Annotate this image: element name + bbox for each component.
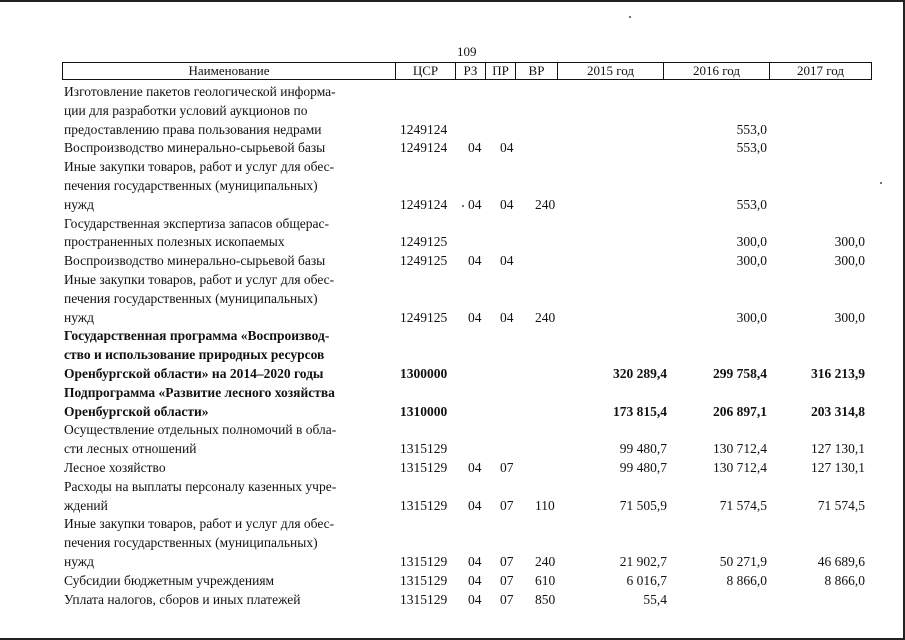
table-row (0, 271, 905, 289)
row-name: предоставлению права пользования недрами (64, 121, 322, 137)
row-name: Подпрограмма «Развитие лесного хозяйства (64, 384, 335, 400)
row-name: Расходы на выплаты персоналу казенных учре- (64, 478, 337, 494)
row-name: Воспроизводство минерально-сырьевой базы (64, 140, 326, 156)
table-row (0, 421, 905, 439)
row-pr: 07 (500, 554, 514, 569)
table-row (0, 121, 905, 139)
row-name: печения государственных (муниципальных) (64, 178, 318, 193)
row-vr: 240 (535, 554, 556, 569)
row-value-2016: 300,0 (736, 234, 767, 250)
row-name: Субсидии бюджетным учреждениям (64, 572, 275, 588)
row-name: Оренбургской области» на 2014–2020 годы (64, 366, 324, 381)
row-csr: 1310000 (400, 403, 448, 419)
row-pr: 04 (500, 309, 514, 325)
row-value-2017: 300,0 (834, 253, 865, 269)
row-value-2016: 71 574,5 (719, 497, 767, 513)
row-value-2017: 46 689,6 (817, 554, 865, 569)
row-rz: 04 (468, 497, 482, 513)
row-name: нужд (64, 196, 94, 212)
table-row (0, 591, 905, 609)
row-value-2016: 553,0 (736, 196, 767, 212)
row-name: печения государственных (муниципальных) (64, 290, 318, 306)
table-row (0, 459, 905, 477)
row-value-2016: 553,0 (736, 140, 767, 156)
row-name: Лесное хозяйство (64, 460, 166, 475)
table-row (0, 215, 905, 233)
row-csr: 1249124 (400, 140, 448, 156)
table-row (0, 309, 905, 327)
page-number: 109 (457, 44, 477, 59)
row-name: нужд (64, 554, 94, 569)
row-pr: 04 (500, 196, 514, 212)
row-value-2016: 50 271,9 (719, 554, 767, 569)
row-value-2016: 300,0 (736, 253, 767, 269)
row-value-2017: 300,0 (834, 234, 865, 250)
row-pr: 07 (500, 497, 514, 513)
header-csr: ЦСР (396, 63, 456, 79)
row-rz: 04 (468, 253, 482, 269)
table-row (0, 290, 905, 308)
row-csr: 1300000 (400, 366, 448, 381)
row-csr: 1315129 (400, 572, 448, 588)
row-rz: 04 (468, 140, 482, 156)
row-rz: 04 (468, 572, 482, 588)
table-row (0, 403, 905, 421)
table-row (0, 83, 905, 101)
scan-speck (629, 16, 631, 18)
row-vr: 850 (535, 591, 556, 607)
row-name: Осуществление отдельных полномочий в обла- (64, 422, 337, 438)
row-value-2016: 130 712,4 (713, 441, 767, 457)
row-name: Иные закупки товаров, работ и услуг для обес- (64, 159, 335, 175)
row-name: нужд (64, 309, 94, 325)
row-pr: 07 (500, 572, 514, 588)
row-value-2016: 300,0 (736, 309, 767, 325)
table-row (0, 252, 905, 270)
table-row (0, 177, 905, 195)
header-pr: ПР (486, 63, 516, 79)
row-value-2015: 6 016,7 (626, 572, 667, 588)
row-rz: 04 (468, 309, 482, 325)
table-row (0, 384, 905, 402)
row-rz: 04 (468, 196, 482, 212)
table-row (0, 327, 905, 345)
table-row (0, 233, 905, 251)
row-rz: 04 (468, 554, 482, 569)
header-2016: 2016 год (664, 63, 770, 79)
row-value-2017: 8 866,0 (824, 572, 865, 588)
row-vr: 610 (535, 572, 556, 588)
row-csr: 1315129 (400, 460, 448, 475)
row-name: пространенных полезных ископаемых (64, 234, 285, 250)
row-value-2016: 130 712,4 (713, 460, 767, 475)
row-csr: 1315129 (400, 497, 448, 513)
row-vr: 240 (535, 196, 556, 212)
row-name: ство и использование природных ресурсов (64, 347, 325, 363)
table-row (0, 346, 905, 364)
table-row (0, 158, 905, 176)
header-2015: 2015 год (558, 63, 664, 79)
row-name: ции для разработки условий аукционов по (64, 102, 308, 118)
row-name: Оренбургской области» (64, 403, 209, 419)
row-name: Уплата налогов, сборов и иных платежей (64, 591, 301, 607)
row-pr: 07 (500, 460, 514, 475)
row-csr: 1315129 (400, 591, 448, 607)
row-name: сти лесных отношений (64, 441, 197, 457)
row-value-2015: 71 505,9 (619, 497, 667, 513)
row-value-2015: 55,4 (643, 591, 667, 607)
table-header (62, 62, 872, 80)
table-row (0, 365, 905, 383)
row-csr: 1249125 (400, 253, 448, 269)
row-value-2015: 320 289,4 (613, 366, 667, 381)
table-row (0, 515, 905, 533)
row-name: Иные закупки товаров, работ и услуг для обес- (64, 272, 335, 287)
row-csr: 1249124 (400, 196, 448, 212)
row-pr: 04 (500, 140, 514, 156)
row-vr: 240 (535, 309, 556, 325)
table-row (0, 196, 905, 214)
row-value-2017: 316 213,9 (811, 366, 865, 381)
row-name: печения государственных (муниципальных) (64, 535, 318, 551)
row-value-2015: 21 902,7 (619, 554, 667, 569)
row-name: Воспроизводство минерально-сырьевой базы (64, 253, 326, 269)
row-csr: 1315129 (400, 554, 448, 569)
row-value-2016: 553,0 (736, 121, 767, 137)
row-name: Иные закупки товаров, работ и услуг для обес- (64, 516, 335, 532)
table-row (0, 102, 905, 120)
row-value-2016: 8 866,0 (726, 572, 767, 588)
row-csr: 1249125 (400, 234, 448, 250)
row-rz: 04 (468, 591, 482, 607)
table-row (0, 139, 905, 157)
row-value-2016: 206 897,1 (713, 403, 767, 419)
row-value-2015: 173 815,4 (613, 403, 667, 419)
row-value-2017: 203 314,8 (811, 403, 865, 419)
row-name: ждений (64, 497, 108, 513)
row-value-2017: 300,0 (834, 309, 865, 325)
table-row (0, 534, 905, 552)
row-rz: 04 (468, 460, 482, 475)
row-name: Государственная экспертиза запасов общерас- (64, 215, 329, 231)
row-name: Государственная программа «Воспроизвод- (64, 328, 330, 344)
scan-border-top (0, 0, 905, 2)
row-vr: 110 (535, 497, 555, 513)
row-value-2015: 99 480,7 (619, 460, 667, 475)
header-name: Наименование (63, 63, 396, 79)
row-value-2016: 299 758,4 (713, 366, 767, 381)
row-csr: 1315129 (400, 441, 448, 457)
row-value-2015: 99 480,7 (619, 441, 667, 457)
row-pr: 07 (500, 591, 514, 607)
table-row (0, 497, 905, 515)
row-pr: 04 (500, 253, 514, 269)
header-vr: ВР (516, 63, 558, 79)
row-name: Изготовление пакетов геологической информа- (64, 84, 336, 99)
header-2017: 2017 год (797, 63, 844, 78)
table-row (0, 440, 905, 458)
table-row (0, 572, 905, 590)
header-rz: РЗ (456, 63, 486, 79)
table-row (0, 478, 905, 496)
row-csr: 1249124 (400, 121, 448, 137)
row-value-2017: 71 574,5 (817, 497, 865, 513)
row-csr: 1249125 (400, 309, 448, 325)
row-value-2017: 127 130,1 (811, 460, 865, 475)
row-value-2017: 127 130,1 (811, 441, 865, 457)
table-row (0, 553, 905, 571)
